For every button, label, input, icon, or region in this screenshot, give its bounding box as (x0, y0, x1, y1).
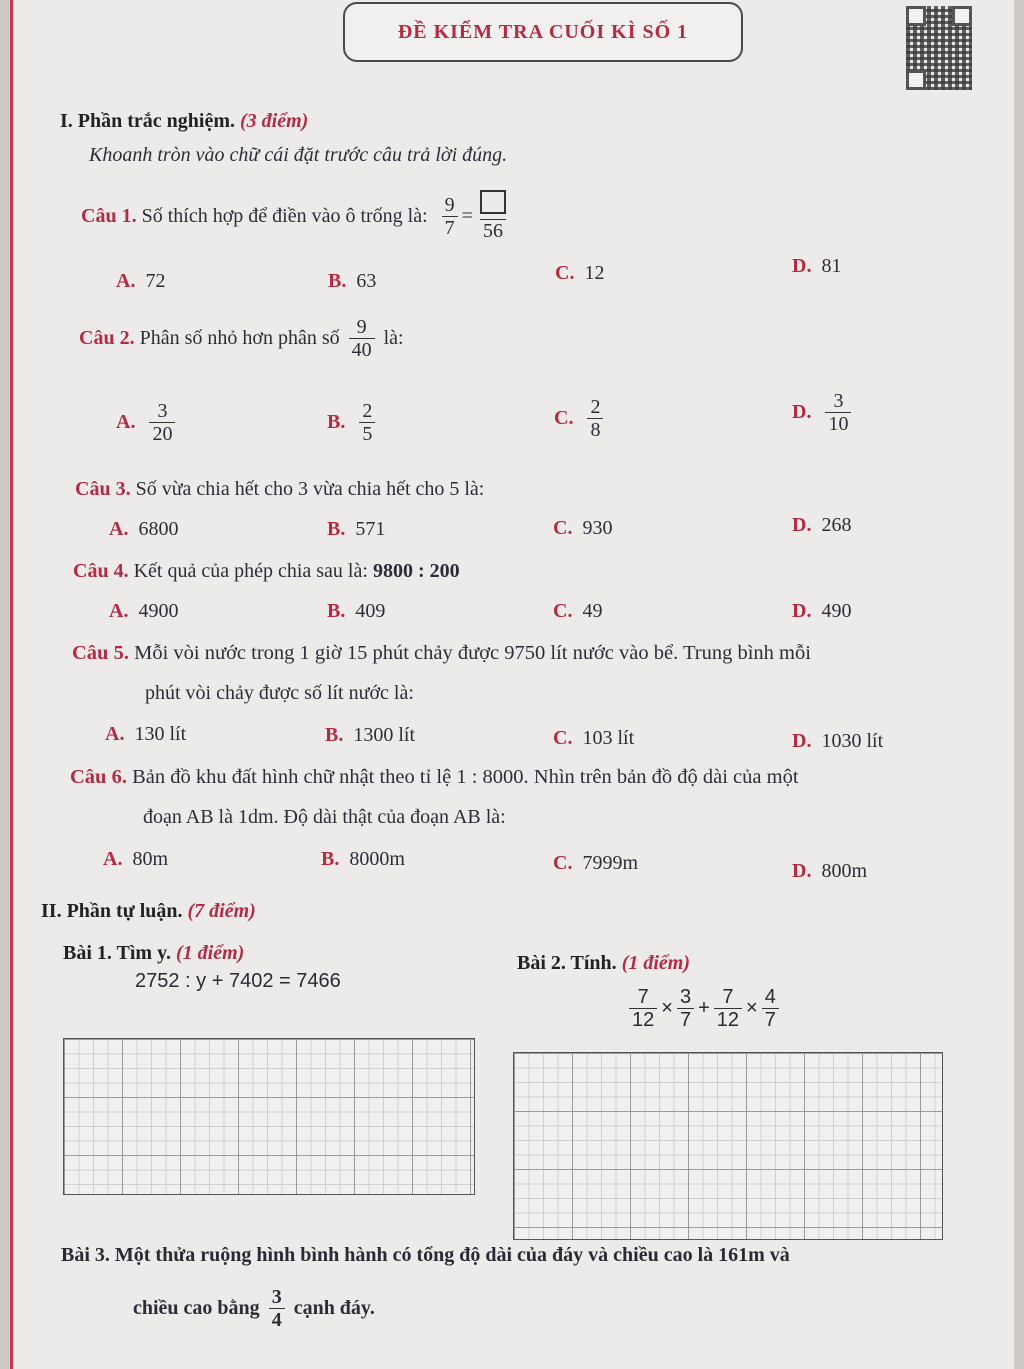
q2-fraction: $\frac{9}{40}$ (349, 316, 375, 361)
q6-option-d[interactable]: D. 800m (792, 860, 868, 882)
bai1-answer-grid[interactable] (63, 1038, 475, 1195)
q2-option-c[interactable]: C. $\frac{2}{8}$ (554, 396, 607, 441)
q4-option-a[interactable]: A. 4900 (109, 600, 179, 622)
q4-option-b[interactable]: B. 409 (327, 600, 386, 622)
q1-label: Câu 1. (81, 204, 137, 227)
question-2: Câu 2. Phân số nhỏ hơn phân số $\frac{9}{40}$ là: (79, 316, 404, 361)
section1-instruction: Khoanh tròn vào chữ cái đặt trước câu trả lời đúng. (89, 144, 508, 166)
blank-box-icon[interactable] (480, 190, 506, 214)
question-4: Câu 4. Kết quả của phép chia sau là: 9800 : 200 (73, 560, 460, 582)
q3-option-c[interactable]: C. 930 (553, 517, 613, 539)
q4-option-d[interactable]: D. 490 (792, 600, 852, 622)
question-1: Câu 1. Số thích hợp để điền vào ô trống là: $\frac{9}{7}$ = 56 (81, 190, 513, 242)
q6-option-b[interactable]: B. 8000m (321, 848, 405, 870)
q3-option-b[interactable]: B. 571 (327, 518, 386, 540)
section2-heading: II. Phần tự luận. (7 điểm) (41, 900, 256, 922)
q3-option-d[interactable]: D. 268 (792, 514, 852, 536)
q3-option-a[interactable]: A. 6800 (109, 518, 179, 540)
bai2-heading: Bài 2. Tính. (1 điểm) (517, 952, 690, 974)
q4-expression: 9800 : 200 (372, 560, 460, 582)
q6-option-c[interactable]: C. 7999m (553, 852, 639, 874)
q2-option-d[interactable]: D. $\frac{3}{10}$ (792, 390, 855, 435)
test-title: ĐỀ KIỂM TRA CUỐI KÌ SỐ 1 (343, 2, 743, 62)
question-5-line1: Câu 5. Mỗi vòi nước trong 1 giờ 15 phút chảy được 9750 lít nước vào bể. Trung bình mỗi (72, 642, 811, 664)
bai3-line1: Bài 3. Một thửa ruộng hình bình hành có tổng độ dài của đáy và chiều cao là 161m và (61, 1244, 790, 1266)
q4-option-c[interactable]: C. 49 (553, 600, 603, 622)
q1-option-c[interactable]: C. 12 (555, 262, 605, 284)
question-6-line2: đoạn AB là 1dm. Độ dài thật của đoạn AB là: (143, 806, 506, 828)
q1-option-a[interactable]: A. 72 (116, 270, 166, 292)
q1-fraction-left: $\frac{9}{7}$ (442, 194, 458, 239)
section1-heading: I. Phần trắc nghiệm. (3 điểm) (60, 110, 309, 132)
q1-text: Số thích hợp để điền vào ô trống là: (141, 204, 428, 227)
q5-option-c[interactable]: C. 103 lít (553, 727, 635, 749)
q5-option-a[interactable]: A. 130 lít (105, 723, 187, 745)
bai1-expression: 2752 : y + 7402 = 7466 (135, 970, 341, 992)
question-5-line2: phút vòi chảy được số lít nước là: (145, 682, 414, 704)
q2-option-a[interactable]: A. $\frac{3}{20}$ (116, 400, 179, 445)
q1-fraction-right: 56 (477, 190, 509, 242)
bai2-answer-grid[interactable] (513, 1052, 943, 1240)
q2-option-b[interactable]: B. $\frac{2}{5}$ (327, 400, 379, 445)
qr-code-icon (906, 6, 972, 90)
bai3-line2: chiều cao bằng $\frac{3}{4}$ cạnh đáy. (133, 1286, 375, 1331)
question-3: Câu 3. Số vừa chia hết cho 3 vừa chia hết cho 5 là: (75, 478, 485, 500)
bai2-expression: $\frac{7}{12}$ × $\frac{3}{7}$ + $\frac{7}{12}$ × $\frac{4}{7}$ (625, 986, 783, 1031)
question-6-line1: Câu 6. Bản đồ khu đất hình chữ nhật theo tỉ lệ 1 : 8000. Nhìn trên bản đồ độ dài của một (70, 766, 799, 788)
q6-option-a[interactable]: A. 80m (103, 848, 169, 870)
bai1-heading: Bài 1. Tìm y. (1 điểm) (63, 942, 245, 964)
q5-option-d[interactable]: D. 1030 lít (792, 730, 884, 752)
worksheet-page (10, 0, 1014, 1369)
q5-option-b[interactable]: B. 1300 lít (325, 724, 416, 746)
q1-option-b[interactable]: B. 63 (328, 270, 377, 292)
q1-option-d[interactable]: D. 81 (792, 255, 842, 277)
